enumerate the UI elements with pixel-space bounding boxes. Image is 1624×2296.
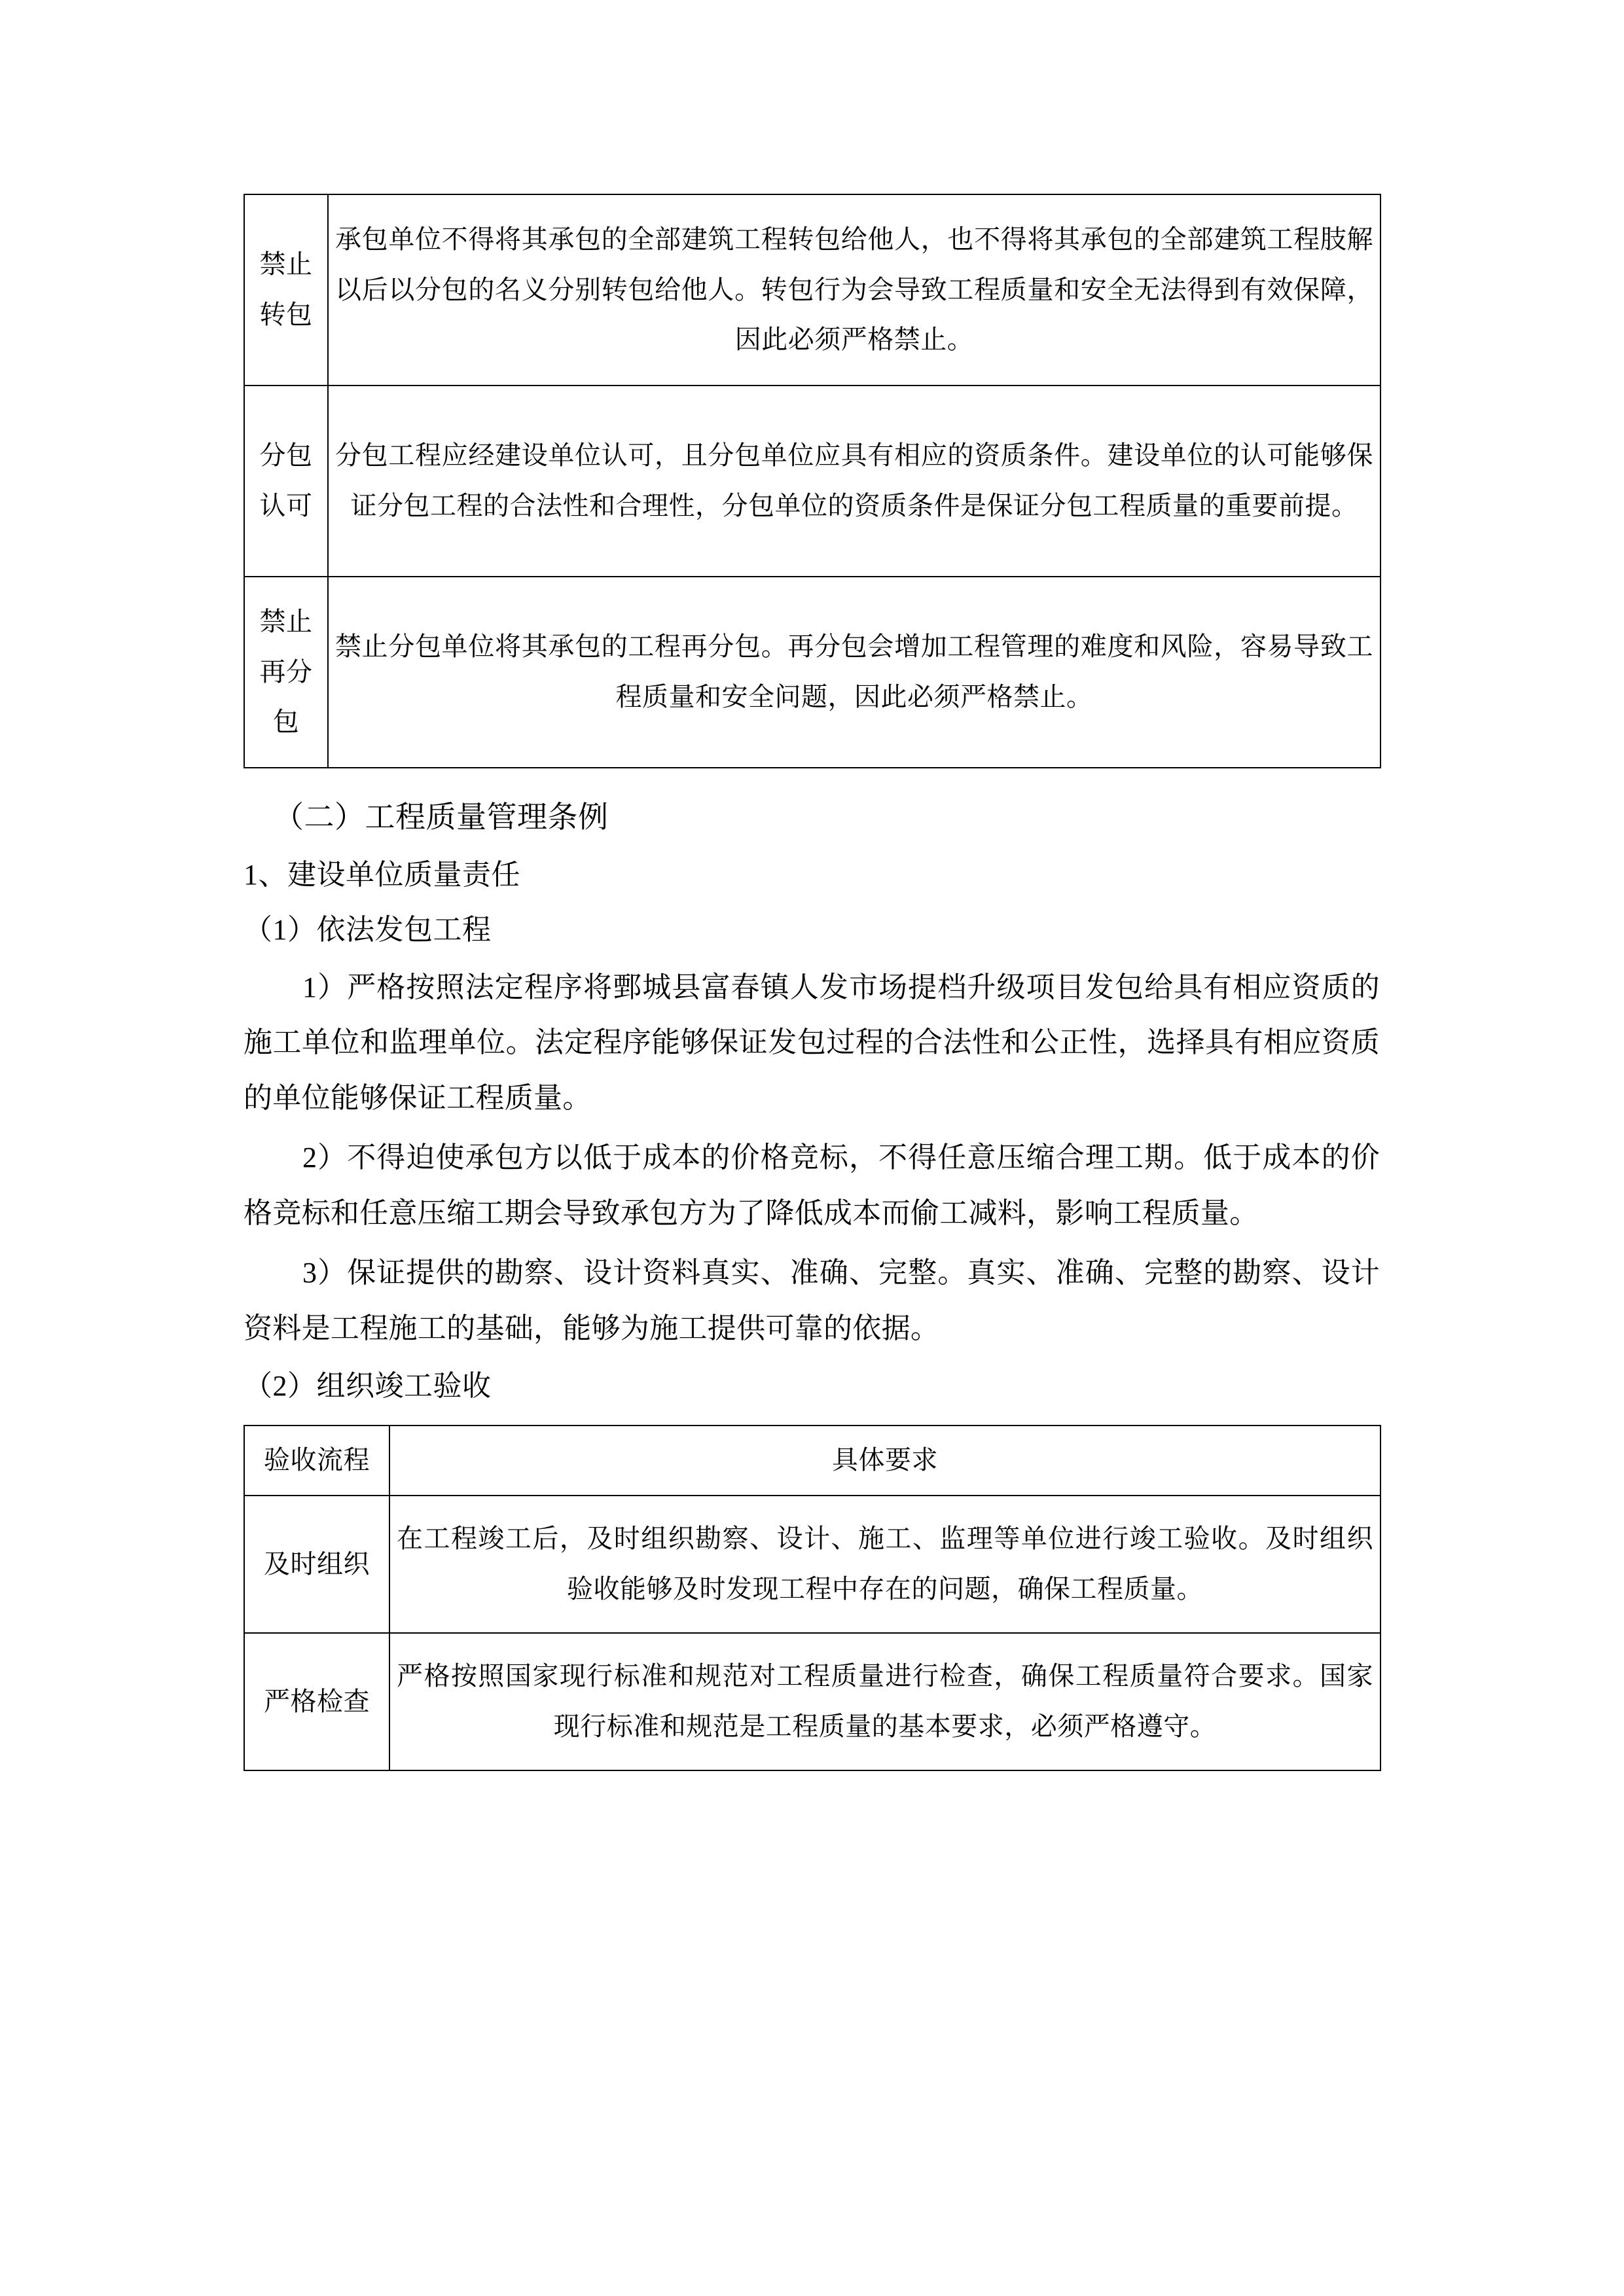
table-row — [244, 577, 1380, 768]
table-header-row — [244, 1426, 1380, 1496]
process-body-cell: 在工程竣工后，及时组织勘察、设计、施工、监理等单位进行竣工验收。及时组织验收能够及时发现工程中存在的问题，确保工程质量。 — [389, 1496, 1380, 1633]
table-row — [244, 194, 1380, 386]
process-label-cell: 严格检查 — [244, 1633, 389, 1770]
rule-body-cell: 禁止分包单位将其承包的工程再分包。再分包会增加工程管理的难度和风险，容易导致工程质量和安全问题，因此必须严格禁止。 — [328, 577, 1380, 768]
item-heading-1: （1）依法发包工程 — [244, 914, 492, 946]
rule-label-cell: 分包认可 — [244, 386, 328, 577]
spacer — [244, 1412, 1380, 1425]
rule-label-cell: 禁止转包 — [244, 194, 328, 386]
item-heading-2: （2）组织竣工验收 — [244, 1369, 492, 1402]
table-row — [244, 386, 1380, 577]
table-row — [244, 1633, 1380, 1770]
paragraph: 3）保证提供的勘察、设计资料真实、准确、完整。真实、准确、完整的勘察、设计资料是工程施工的基础，能够为施工提供可靠的依据。 — [244, 1257, 1380, 1344]
table-row — [244, 1496, 1380, 1633]
process-label-cell: 及时组织 — [244, 1496, 389, 1633]
paragraph: 1）严格按照法定程序将鄄城县富春镇人发市场提档升级项目发包给具有相应资质的施工单位和监理单位。法定程序能够保证发包过程的合法性和公正性，选择具有相应资质的单位能够保证工程质量。 — [244, 971, 1380, 1115]
acceptance-process-table — [244, 1425, 1381, 1771]
rule-body-cell: 承包单位不得将其承包的全部建筑工程转包给他人，也不得将其承包的全部建筑工程肢解以后以分包的名义分别转包给他人。转包行为会导致工程质量和安全无法得到有效保障，因此必须严格禁止。 — [328, 194, 1380, 386]
column-header-process: 验收流程 — [244, 1426, 389, 1496]
rule-body-cell: 分包工程应经建设单位认可，且分包单位应具有相应的资质条件。建设单位的认可能够保证分包工程的合法性和合理性，分包单位的资质条件是保证分包工程质量的重要前提。 — [328, 386, 1380, 577]
page-content — [244, 194, 1380, 1771]
rule-label-cell: 禁止再分包 — [244, 577, 328, 768]
section-heading: （二）工程质量管理条例 — [274, 800, 609, 834]
process-body-cell: 严格按照国家现行标准和规范对工程质量进行检查，确保工程质量符合要求。国家现行标准和规范是工程质量的基本要求，必须严格遵守。 — [389, 1633, 1380, 1770]
column-header-requirement: 具体要求 — [389, 1426, 1380, 1496]
subsection-heading: 1、建设单位质量责任 — [244, 858, 520, 891]
contract-rules-table — [244, 194, 1381, 768]
spacer — [244, 768, 1380, 775]
paragraph: 2）不得迫使承包方以低于成本的价格竞标，不得任意压缩合理工期。低于成本的价格竞标和任意压缩工期会导致承包方为了降低成本而偷工减料，影响工程质量。 — [244, 1141, 1380, 1230]
